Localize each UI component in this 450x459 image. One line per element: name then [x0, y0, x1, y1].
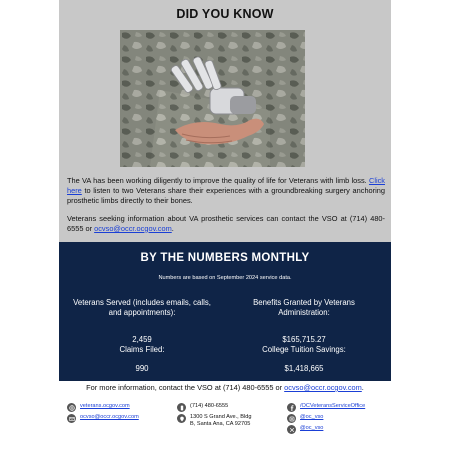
paragraph-text: The VA has been working diligently to improve the quality of life for Veterans with limb loss.: [67, 176, 369, 185]
veterans-served-label: Veterans Served (includes emails, calls, and appointments):: [73, 298, 211, 317]
phone-number: (714) 480-6555: [190, 403, 229, 409]
paragraph-text: Veterans seeking information about VA prosthetic services can contact the VSO at (714) 480-6555 or: [67, 214, 385, 233]
click-here-link[interactable]: Click here: [67, 176, 385, 195]
x-link[interactable]: @oc_vso: [300, 425, 324, 431]
more-info-text: .: [361, 383, 364, 392]
prosthetics-paragraph: [67, 176, 385, 205]
instagram-link[interactable]: @oc_vso: [300, 414, 324, 420]
email-link[interactable]: ocvso@occr.ocgov.com: [80, 414, 139, 420]
benefits-granted-label: Benefits Granted by Veterans Administration:: [253, 298, 355, 317]
paragraph-text: to listen to two Veterans share their experiences with a groundbreaking surgery anchoring prosthetic limbs directly to their bones.: [67, 185, 385, 205]
tuition-savings-label: College Tuition Savings:: [262, 345, 346, 354]
contact-vso-paragraph: [67, 214, 385, 234]
claims-filed-label: Claims Filed:: [119, 345, 165, 354]
email-icon: [67, 414, 76, 423]
globe-icon: [67, 403, 76, 412]
phone-contact: [177, 403, 228, 412]
claims-filed-value: 990: [135, 364, 149, 373]
paragraph-text: .: [171, 223, 174, 233]
address-text: 1300 S Grand Ave., Bldg B, Santa Ana, CA 92705: [190, 414, 252, 427]
footer-email-link[interactable]: ocvso@occr.ocgov.com: [284, 383, 362, 392]
email-contact: [67, 414, 139, 423]
more-info-line: [59, 383, 391, 392]
facebook-icon: [287, 403, 296, 412]
facebook-contact: [287, 403, 365, 412]
numbers-title: BY THE NUMBERS MONTHLY: [140, 252, 310, 264]
prosthetic-hand-photo: [120, 30, 305, 167]
instagram-icon: [287, 414, 296, 423]
veterans-served-value: 2,459: [132, 335, 152, 344]
facebook-link[interactable]: /OCVeteransServiceOffice: [300, 403, 366, 409]
numbers-subtitle: Numbers are based on September 2024 service data.: [158, 275, 292, 281]
did-you-know-title: DID YOU KNOW: [176, 7, 274, 21]
instagram-contact: [287, 414, 323, 423]
vso-email-link[interactable]: ocvso@occr.ocgov.com: [94, 223, 172, 233]
x-contact: [287, 425, 323, 434]
x-icon: [287, 425, 296, 434]
newsletter-page: [59, 0, 391, 459]
website-link[interactable]: veterans.ocgov.com: [80, 403, 130, 409]
did-you-know-section: [59, 0, 391, 242]
tuition-savings-value: $1,418,665: [284, 364, 324, 373]
location-pin-icon: [177, 414, 186, 423]
address-contact: [177, 414, 255, 427]
by-the-numbers-section: [59, 242, 391, 381]
benefits-granted-value: $165,715.27: [282, 335, 326, 344]
phone-icon: [177, 403, 186, 412]
more-info-text: For more information, contact the VSO at (714) 480-6555 or: [86, 383, 285, 392]
website-contact: [67, 403, 130, 412]
